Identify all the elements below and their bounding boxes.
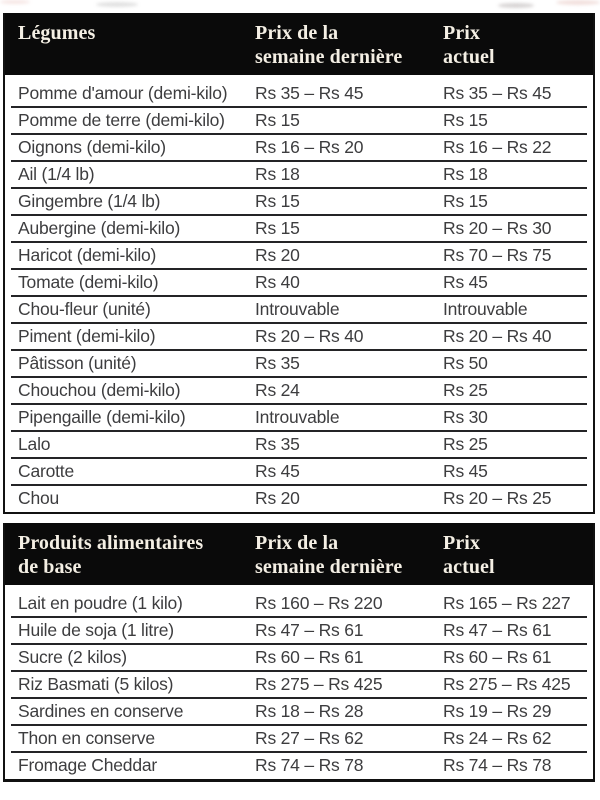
price-last-week: Rs 20 xyxy=(255,488,300,508)
vegetables-table xyxy=(3,13,595,514)
table-row xyxy=(5,485,593,512)
staples-header-row xyxy=(5,523,593,585)
column-header-product-line1: Légumes xyxy=(18,22,96,44)
price-last-week: Rs 18 xyxy=(255,164,300,184)
price-current: Rs 45 xyxy=(443,272,488,292)
item-name: Tomate (demi-kilo) xyxy=(18,272,159,292)
table-row xyxy=(5,671,593,698)
price-last-week: Rs 40 xyxy=(255,272,300,292)
table-row xyxy=(5,188,593,215)
table-row xyxy=(5,617,593,644)
price-current: Rs 20 – Rs 30 xyxy=(443,218,552,238)
price-last-week: Rs 35 xyxy=(255,434,300,454)
price-last-week: Rs 15 xyxy=(255,191,300,211)
price-last-week: Rs 47 – Rs 61 xyxy=(255,620,364,640)
price-last-week: Introuvable xyxy=(255,299,340,319)
table-row xyxy=(5,458,593,485)
item-name: Aubergine (demi-kilo) xyxy=(18,218,181,238)
price-current: Rs 20 – Rs 40 xyxy=(443,326,552,346)
price-last-week: Rs 35 – Rs 45 xyxy=(255,83,364,103)
table-row xyxy=(5,107,593,134)
vegetables-table-body xyxy=(5,75,593,512)
item-name: Pâtisson (unité) xyxy=(18,353,137,373)
scan-artifact xyxy=(556,0,600,5)
table-row xyxy=(5,350,593,377)
table-row xyxy=(5,725,593,752)
column-header-last-week-line2: semaine dernière xyxy=(255,46,403,68)
price-current: Rs 35 – Rs 45 xyxy=(443,83,552,103)
price-current: Rs 60 – Rs 61 xyxy=(443,647,552,667)
item-name: Sucre (2 kilos) xyxy=(18,647,127,667)
price-current: Rs 16 – Rs 22 xyxy=(443,137,552,157)
price-current: Rs 70 – Rs 75 xyxy=(443,245,552,265)
item-name: Oignons (demi-kilo) xyxy=(18,137,166,157)
column-header-current xyxy=(443,531,593,579)
column-header-last-week-line1: Prix de la xyxy=(255,532,339,554)
table-row xyxy=(5,242,593,269)
price-current: Rs 24 – Rs 62 xyxy=(443,728,552,748)
column-header-product-line2: de base xyxy=(18,556,82,578)
item-name: Riz Basmati (5 kilos) xyxy=(18,674,174,694)
table-row xyxy=(5,80,593,107)
item-name: Haricot (demi-kilo) xyxy=(18,245,157,265)
column-header-product xyxy=(18,21,255,69)
scan-artifact xyxy=(0,0,30,4)
price-current: Rs 15 xyxy=(443,191,488,211)
price-current: Rs 20 – Rs 25 xyxy=(443,488,552,508)
column-header-last-week-line2: semaine dernière xyxy=(255,556,403,578)
item-name: Chou-fleur (unité) xyxy=(18,299,151,319)
price-current: Rs 165 – Rs 227 xyxy=(443,593,571,613)
item-name: Pomme de terre (demi-kilo) xyxy=(18,110,225,130)
item-name: Pomme d'amour (demi-kilo) xyxy=(18,83,228,103)
table-row xyxy=(5,590,593,617)
column-header-current-line2: actuel xyxy=(443,556,495,578)
scan-artifact xyxy=(498,3,534,8)
vegetables-header-row xyxy=(5,13,593,75)
table-row xyxy=(5,644,593,671)
item-name: Huile de soja (1 litre) xyxy=(18,620,174,640)
staples-table-body xyxy=(5,585,593,779)
column-header-current-line2: actuel xyxy=(443,46,495,68)
price-last-week: Rs 27 – Rs 62 xyxy=(255,728,364,748)
item-name: Lalo xyxy=(18,434,51,454)
table-row xyxy=(5,215,593,242)
column-header-current xyxy=(443,21,593,69)
price-current: Rs 25 xyxy=(443,434,488,454)
column-header-last-week xyxy=(255,21,443,69)
price-last-week: Rs 20 – Rs 40 xyxy=(255,326,364,346)
table-row xyxy=(5,404,593,431)
item-name: Ail (1/4 lb) xyxy=(18,164,95,184)
table-row xyxy=(5,134,593,161)
table-row xyxy=(5,431,593,458)
column-header-last-week xyxy=(255,531,443,579)
price-current: Rs 15 xyxy=(443,110,488,130)
table-row xyxy=(5,752,593,779)
item-name: Gingembre (1/4 lb) xyxy=(18,191,161,211)
scan-artifact xyxy=(96,2,138,7)
table-row xyxy=(5,698,593,725)
price-last-week: Rs 20 xyxy=(255,245,300,265)
price-current: Rs 45 xyxy=(443,461,488,481)
price-current: Rs 30 xyxy=(443,407,488,427)
price-current: Rs 19 – Rs 29 xyxy=(443,701,552,721)
price-last-week: Rs 24 xyxy=(255,380,300,400)
column-header-product-line2 xyxy=(18,45,255,69)
table-row xyxy=(5,323,593,350)
column-header-product-line1: Produits alimentaires xyxy=(18,532,204,554)
item-name: Piment (demi-kilo) xyxy=(18,326,156,346)
item-name: Fromage Cheddar xyxy=(18,755,158,775)
price-current: Rs 25 xyxy=(443,380,488,400)
item-name: Sardines en conserve xyxy=(18,701,184,721)
column-header-current-line1: Prix xyxy=(443,532,481,554)
price-current: Rs 50 xyxy=(443,353,488,373)
price-last-week: Rs 160 – Rs 220 xyxy=(255,593,383,613)
price-last-week: Rs 15 xyxy=(255,218,300,238)
column-header-last-week-line1: Prix de la xyxy=(255,22,339,44)
item-name: Lait en poudre (1 kilo) xyxy=(18,593,183,613)
column-header-current-line1: Prix xyxy=(443,22,481,44)
price-current: Rs 47 – Rs 61 xyxy=(443,620,552,640)
table-row xyxy=(5,377,593,404)
price-last-week: Rs 275 – Rs 425 xyxy=(255,674,383,694)
price-last-week: Introuvable xyxy=(255,407,340,427)
table-row xyxy=(5,161,593,188)
column-header-product xyxy=(18,531,255,579)
table-row xyxy=(5,296,593,323)
price-current: Rs 18 xyxy=(443,164,488,184)
price-last-week: Rs 45 xyxy=(255,461,300,481)
price-last-week: Rs 60 – Rs 61 xyxy=(255,647,364,667)
table-row xyxy=(5,269,593,296)
item-name: Chou xyxy=(18,488,60,508)
price-last-week: Rs 18 – Rs 28 xyxy=(255,701,364,721)
price-last-week: Rs 35 xyxy=(255,353,300,373)
price-last-week: Rs 15 xyxy=(255,110,300,130)
item-name: Pipengaille (demi-kilo) xyxy=(18,407,186,427)
price-last-week: Rs 16 – Rs 20 xyxy=(255,137,364,157)
staples-table xyxy=(3,523,595,782)
item-name: Chouchou (demi-kilo) xyxy=(18,380,181,400)
item-name: Thon en conserve xyxy=(18,728,155,748)
price-current: Introuvable xyxy=(443,299,528,319)
price-last-week: Rs 74 – Rs 78 xyxy=(255,755,364,775)
price-current: Rs 74 – Rs 78 xyxy=(443,755,552,775)
item-name: Carotte xyxy=(18,461,74,481)
price-current: Rs 275 – Rs 425 xyxy=(443,674,571,694)
